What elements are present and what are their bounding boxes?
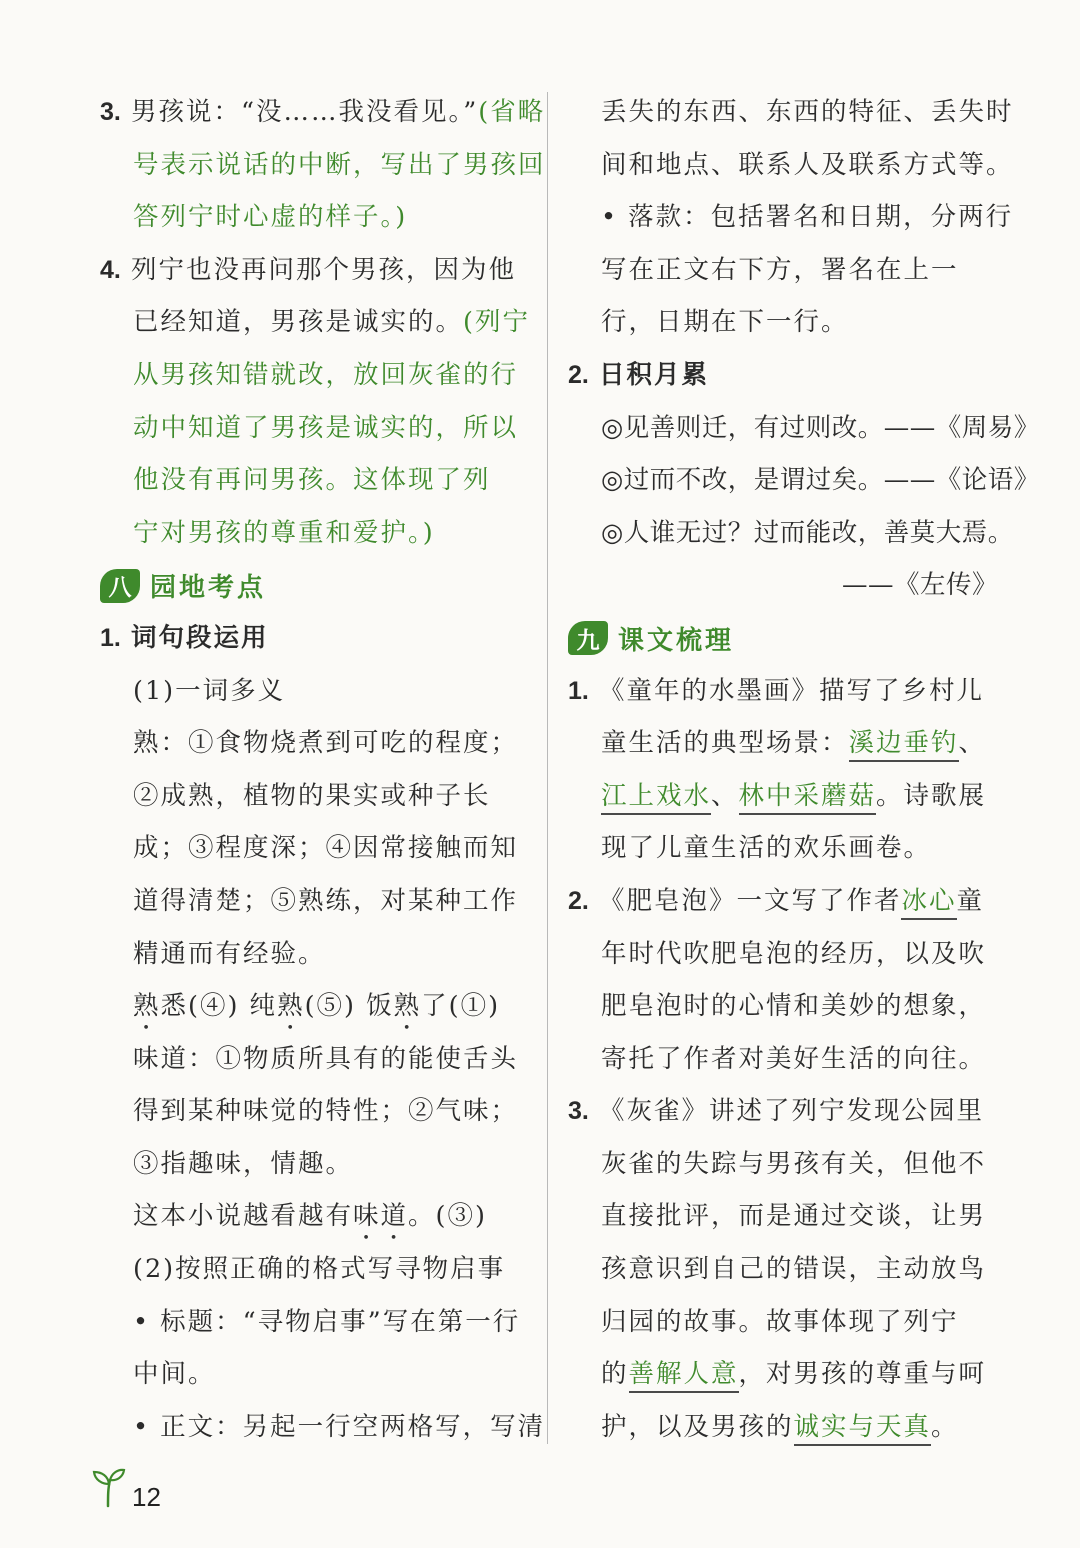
- bullet-title-2: 中间。: [133, 1359, 216, 1390]
- shu-ex-2-answer: (⑤): [304, 991, 356, 1022]
- s9-1-sep-2: 、: [711, 780, 739, 811]
- q4-number: 4.: [100, 255, 121, 284]
- q3-line-3: 答列宁时心虚的样子。): [133, 202, 408, 233]
- q4-line-4: 动中知道了男孩是诚实的，所以: [133, 412, 519, 443]
- wei-def-3: ③指趣味，情趣。: [133, 1148, 354, 1179]
- answer-xibian-chuidiao: 溪边垂钓: [849, 728, 959, 762]
- shu-ex-3-mark: 熟: [393, 991, 422, 1022]
- shu-ex-1-mark: 熟: [133, 991, 161, 1022]
- shu-ex-3-pre: 饭: [366, 991, 394, 1022]
- cont-line-3: • 落款：包括署名和日期，分两行: [601, 202, 1014, 233]
- q4-line-5: 他没有再问男孩。这体现了列: [133, 465, 491, 496]
- q3-line-2: 号表示说话的中断，写出了男孩回: [133, 149, 546, 180]
- wei-example: [100, 1190, 532, 1243]
- s9-3-line-5: 归园的故事。故事体现了列宁: [601, 1306, 959, 1337]
- q3-number: 3.: [100, 98, 121, 126]
- q4-line-1: [100, 244, 532, 297]
- shu-def-3: 成；③程度深；④因常接触而知: [133, 833, 519, 864]
- s9-3-line-6: [568, 1348, 998, 1401]
- s9-1-sep: 、: [958, 728, 987, 759]
- s9-1-text-3: 。诗歌展: [876, 780, 987, 811]
- answer-shanjie-renyi: 善解人意: [629, 1359, 739, 1393]
- s9-2-line-4: 寄托了作者对美好生活的向往。: [601, 1043, 987, 1074]
- wei-def-1: 味道：①物质所具有的能使舌头: [133, 1043, 519, 1074]
- section-8-badge: 八: [100, 569, 140, 603]
- page-footer: [92, 1466, 161, 1513]
- shu-def-5: 精通而有经验。: [133, 938, 326, 969]
- column-divider: [547, 92, 548, 1444]
- s8-item1-heading: [100, 612, 532, 665]
- cont-line-5: 行，日期在下一行。: [601, 307, 849, 338]
- q4-line-3: 从男孩知错就改，放回灰雀的行: [133, 359, 519, 390]
- s9-1-line-3: [568, 770, 998, 823]
- s9-2-text-1b: 童: [956, 885, 985, 916]
- q4-line-2: [100, 296, 532, 349]
- s9-3-line-3: 直接批评，而是通过交谈，让男: [601, 1201, 987, 1232]
- s9-2-line-3: 肥皂泡时的心情和美妙的想象，: [601, 991, 987, 1022]
- bullet-body-1: • 正文：另起一行空两格写，写清: [133, 1411, 546, 1442]
- answer-chengshi-tianzhen: 诚实与天真: [794, 1412, 932, 1446]
- shu-def-1: 熟：①食物烧煮到可吃的程度；: [133, 728, 519, 759]
- s8-item1-title: 词句段运用: [130, 622, 269, 653]
- q3-quote: 男孩说：“没……我没看见。”: [130, 97, 479, 127]
- s9-2-number: 2.: [568, 886, 589, 915]
- q3-note-start: (省略: [478, 97, 546, 127]
- s9-1-text-1: 《童年的水墨画》描写了乡村儿: [598, 675, 984, 706]
- q4-text-1: 列宁也没再问那个男孩，因为他: [130, 254, 516, 285]
- shu-ex-2-mark: 熟: [277, 991, 305, 1022]
- s9-1-text-2: 童生活的典型场景：: [601, 728, 849, 759]
- s9-3-line-4: 孩意识到自己的错误，主动放鸟: [601, 1254, 987, 1285]
- cont-line-2: 间和地点、联系人及联系方式等。: [601, 149, 1014, 180]
- section-9-header: [568, 612, 998, 665]
- bullet-title-1: • 标题：“寻物启事”写在第一行: [133, 1306, 521, 1337]
- cont-line-4: 写在正文右下方，署名在上一: [601, 254, 959, 285]
- s9-1-line-2: [568, 717, 998, 770]
- wei-ex-pre: 这本小说越看越有: [133, 1201, 354, 1232]
- s9-3-line-2: 灰雀的失踪与男孩有关，但他不: [601, 1148, 987, 1179]
- left-column: [100, 86, 546, 1453]
- s9-2-text-1: 《肥皂泡》一文写了作者: [598, 885, 902, 916]
- section-8-header: [100, 559, 532, 612]
- cont-line-1: 丢失的东西、东西的特征、丢失时: [601, 97, 1014, 127]
- q3-line-1: [100, 86, 546, 139]
- shu-def-2: ②成熟，植物的果实或种子长: [133, 780, 491, 811]
- shu-ex-1-rest: 悉: [160, 991, 189, 1022]
- answer-jiangshang-xishui: 江上戏水: [601, 781, 711, 815]
- wei-ex-mark: 味道: [353, 1201, 409, 1232]
- item2-title: 日积月累: [598, 359, 709, 390]
- s9-1-line-4: 现了儿童生活的欢乐画卷。: [601, 833, 932, 864]
- s9-1-number: 1.: [568, 676, 589, 705]
- shu-ex-1-answer: (④): [188, 991, 240, 1022]
- s9-2-line-2: 年时代吹肥皂泡的经历，以及吹: [601, 938, 987, 969]
- section-9-title: 课文梳理: [618, 625, 735, 656]
- item2-heading: [568, 349, 998, 402]
- s8-sub2: (2)按照正确的格式写寻物启事: [133, 1254, 506, 1285]
- s9-1-line-1: [568, 665, 998, 718]
- right-column: [568, 86, 1040, 1453]
- q4-text-2: 已经知道，男孩是诚实的。: [133, 307, 464, 338]
- s9-3-line-1: [568, 1085, 998, 1138]
- answer-bingxin: 冰心: [901, 886, 956, 920]
- q4-line-6: 宁对男孩的尊重和爱护。): [133, 517, 435, 548]
- shu-def-4: 道得清楚；⑤熟练，对某种工作: [133, 885, 519, 916]
- s9-3-text-6a: 的: [601, 1359, 629, 1390]
- quote-2: ◎过而不改，是谓过矣。——《论语》: [601, 465, 1040, 496]
- q4-note-start: (列宁: [463, 307, 530, 338]
- wei-ex-answer: 。(③): [408, 1201, 487, 1232]
- s9-2-line-1: [568, 875, 998, 928]
- sprout-icon: [92, 1468, 126, 1512]
- s9-3-text-1: 《灰雀》讲述了列宁发现公园里: [598, 1096, 984, 1127]
- s9-3-text-7b: 。: [931, 1411, 959, 1442]
- wei-def-2: 得到某种味觉的特性；②气味；: [133, 1096, 519, 1127]
- shu-examples: [100, 980, 532, 1033]
- quote-1: ◎见善则迁，有过则改。——《周易》: [601, 412, 1040, 443]
- s8-sub1: (1)一词多义: [133, 675, 286, 706]
- page-number: 12: [132, 1482, 161, 1512]
- s9-3-number: 3.: [568, 1097, 589, 1126]
- s8-item1-number: 1.: [100, 623, 121, 652]
- quote-3-source: ——《左传》: [841, 570, 998, 601]
- s9-3-text-7a: 护，以及男孩的: [601, 1411, 794, 1442]
- shu-ex-3-answer: 了(①): [421, 991, 501, 1022]
- section-9-badge: 九: [568, 621, 608, 655]
- answer-linzhong-caimogu: 林中采蘑菇: [739, 781, 877, 815]
- section-8-title: 园地考点: [150, 573, 267, 604]
- shu-ex-2-pre: 纯: [249, 991, 278, 1022]
- item2-number: 2.: [568, 360, 589, 389]
- s9-3-text-6b: ，对男孩的尊重与呵: [738, 1359, 987, 1390]
- quote-3: ◎人谁无过？过而能改，善莫大焉。: [601, 517, 1014, 548]
- s9-3-line-7: [568, 1401, 998, 1454]
